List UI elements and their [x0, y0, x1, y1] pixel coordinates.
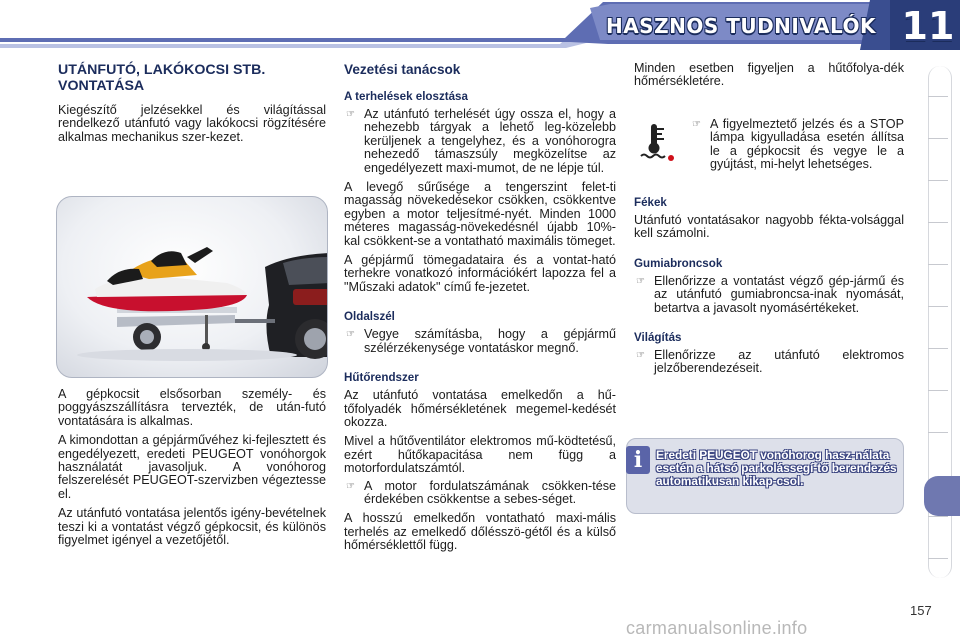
pointing-hand-icon: ☞: [346, 480, 355, 492]
column-left: [58, 62, 326, 144]
pointing-hand-icon: ☞: [346, 109, 355, 120]
paragraph-3: Az utánfutó vontatása jelentős igény-bevételnek teszi ki a vontatást végző gépkocsit, és különös figyelmet igényel a vezetőjétől.: [58, 506, 326, 548]
chapter-title: HASZNOS TUDNIVALÓK: [605, 14, 876, 38]
page-number: 157: [910, 603, 932, 618]
paragraph-1: A gépkocsit elsősorban személy- és poggyászszállításra tervezték, de után-futó vontatására is alkalmas.: [58, 387, 326, 428]
subheading-lighting: Világítás: [634, 331, 682, 345]
section-heading-driving-tips: Vezetési tanácsok: [344, 62, 461, 77]
paragraph-brakes: Utánfutó vontatásakor nagyobb fékta-volsággal kell számolni.: [634, 213, 904, 241]
subheading-load-distribution: A terhelések elosztása: [344, 90, 468, 103]
paragraph-cooling-1: Az utánfutó vontatása emelkedőn a hű-tőfolyadék hőmérsékletének megemel-kedését okozza.: [344, 388, 616, 429]
pointing-hand-icon: ☞: [636, 350, 645, 362]
info-box-text: Eredeti PEUGEOT vonóhorog hasz-nálata esetén a hátsó parkolássegí-tő berendezés automatikusan kikap-csol.: [656, 448, 897, 488]
watermark: carmanualsonline.info: [626, 618, 808, 638]
subheading-crosswind: Oldalszél: [344, 310, 395, 324]
subheading-brakes: Fékek: [634, 196, 667, 209]
paragraph-coolant-watch: Minden esetben figyeljen a hűtőfolya-dék hőmérsékletére.: [634, 61, 904, 89]
paragraph-cooling-2: Mivel a hűtőventilátor elektromos mű-ködtetésű, ezért hűtőkapacitása nem függ a motorfordulatszámtól.: [344, 434, 616, 476]
chapter-number: 11: [901, 4, 955, 48]
list-item: ☞ Az utánfutó terhelését úgy ossza el, hogy a nehezebb tárgyak a lehető leg-közelebb kerüljenek a tengelyhez, és a vonóhorogra nehezedő támaszsúly megközelítse az engedélyezett maxi-mumot, de ne lépje túl.: [346, 107, 616, 175]
paragraph-weights: A gépjármű tömegadataira és a vontat-ható terhekre vonatkozó információkért lapozza fel a "Műszaki adatok" című fe-jezetet.: [344, 253, 616, 294]
subheading-cooling: Hűtőrendszer: [344, 371, 419, 385]
column-right: [634, 62, 904, 89]
list-item: ☞ Vegye számításba, hogy a gépjármű szélérzékenysége vontatáskor megnő.: [346, 327, 616, 355]
list-item: ☞ Ellenőrizze a vontatást végző gép-jármű és az utánfutó gumiabroncsa-inak nyomását, betartva a javasolt nyomásértékeket.: [636, 273, 904, 315]
warning-note: [690, 118, 904, 172]
towing-intro: Kiegészítő jelzésekkel és világítással rendelkező utánfutó vagy lakókocsi rögzítésére alkalmas mechanikus szer-kezet.: [58, 103, 326, 144]
paragraph-cooling-3: A hosszú emelkedőn vontatható maxi-mális terhelés az emelkedő dőlésszö-gétől és a külső hőmérséklettől függ.: [344, 511, 616, 553]
paragraph-altitude: A levegő sűrűsége a tengerszint felet-ti magasság növekedésekor csökken, csökkentve egyben a motor teljesítmé-nyét. Minden 1000 méteres magasság-növekedésnél újabb 10%-kal csökkent-se a vontatható maximális tömeget.: [344, 180, 616, 248]
list-item: ☞ A motor fordulatszámának csökken-tése érdekében csökkentse a sebes-séget.: [346, 478, 616, 506]
paragraph-2: A kimondottan a gépjárművéhez ki-fejlesztett és engedélyezett, eredeti PEUGEOT vonóhorgok használatát javasoljuk. A vonóhorog felszerelését PEUGEOT-szervizben végeztesse el.: [58, 433, 326, 501]
coolant-temperature-warning-icon: [640, 122, 674, 162]
pointing-hand-icon: ☞: [692, 119, 701, 130]
chapter-tab-active[interactable]: [924, 476, 960, 516]
column-right-lower: [634, 196, 904, 376]
trailer-jetski-illustration: [56, 196, 328, 378]
section-heading-towing: UTÁNFUTÓ, LAKÓKOCSI STB. VONTATÁSA: [58, 62, 266, 94]
subheading-tyres: Gumiabroncsok: [634, 256, 723, 270]
list-item: ☞ A figyelmeztető jelzés és a STOP lámpa kigyulladása esetén állítsa le a gépkocsit és vegye le a gyújtást, mi-helyt lehetséges.: [692, 117, 904, 172]
info-icon: i: [626, 446, 650, 474]
column-left-lower: [58, 388, 326, 547]
pointing-hand-icon: ☞: [636, 275, 645, 287]
pointing-hand-icon: ☞: [346, 329, 355, 341]
column-middle: [344, 62, 616, 553]
list-item: ☞ Ellenőrizze az utánfutó elektromos jelzőberendezéseit.: [636, 348, 904, 376]
